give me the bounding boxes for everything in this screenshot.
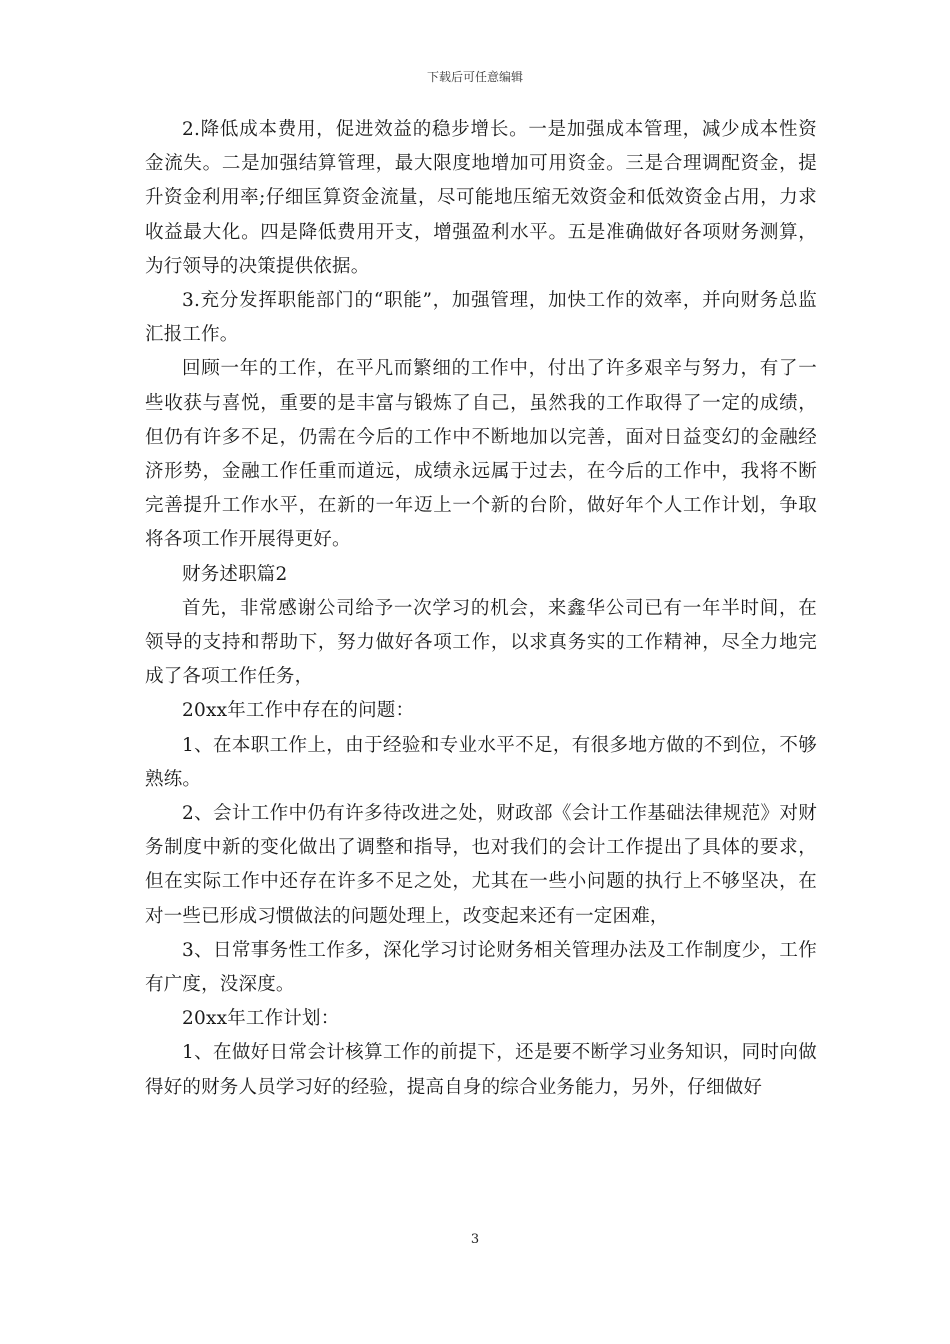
paragraph-cost-reduction: 2.降低成本费用，促进效益的稳步增长。一是加强成本管理，减少成本性资金流失。二是加强结算管理，最大限度地增加可用资金。三是合理调配资金，提升资金利用率;仔细匡算资金流量，尽可能地压缩无效资金和低效资金占用，力求收益最大化。四是降低费用开支，增强盈利水平。五是准确做好各项财务测算，为行领导的决策提供依据。 xyxy=(145,119,817,277)
paragraph-problem-1: 1、在本职工作上，由于经验和专业水平不足，有很多地方做的不到位，不够熟练。 xyxy=(145,734,817,790)
section-heading: 财务述职篇2 xyxy=(182,563,288,585)
paragraph-functional-departments: 3.充分发挥职能部门的“职能”，加强管理，加快工作的效率，并向财务总监汇报工作。 xyxy=(145,290,817,346)
page-number: 3 xyxy=(470,1232,480,1247)
paragraph-year-review: 回顾一年的工作，在平凡而繁细的工作中，付出了许多艰辛与努力，有了一些收获与喜悦，重要的是丰富与锻炼了自己，虽然我的工作取得了一定的成绩，但仍有许多不足，仍需在今后的工作中不断地加以完善，面对日益变幻的金融经济形势，金融工作任重而道远，成绩永远属于过去，在今后的工作中，我将不断完善提升工作水平，在新的一年迈上一个新的台阶，做好年个人工作计划，争取将各项工作开展得更好。 xyxy=(145,358,817,551)
subheading-problems: 20xx年工作中存在的问题： xyxy=(182,700,415,722)
paragraph-introduction: 首先，非常感谢公司给予一次学习的机会，来鑫华公司已有一年半时间，在领导的支持和帮助下，努力做好各项工作，以求真务实的工作精神，尽全力地完成了各项工作任务， xyxy=(145,597,817,688)
document-body xyxy=(145,113,817,1105)
subheading-work-plan: 20xx年工作计划： xyxy=(182,1008,340,1030)
paragraph-problem-2: 2、会计工作中仍有许多待改进之处，财政部《会计工作基础法律规范》对财务制度中新的变化做出了调整和指导，也对我们的会计工作提出了具体的要求，但在实际工作中还存在许多不足之处，尤其在一些小问题的执行上不够坚决，在对一些已形成习惯做法的问题处理上，改变起来还有一定困难， xyxy=(145,803,817,927)
paragraph-problem-3: 3、日常事务性工作多，深化学习讨论财务相关管理办法及工作制度少，工作有广度，没深度。 xyxy=(145,939,817,996)
paragraph-plan-1: 1、在做好日常会计核算工作的前提下，还是要不断学习业务知识，同时向做得好的财务人员学习好的经验，提高自身的综合业务能力，另外，仔细做好 xyxy=(145,1042,817,1098)
header-note: 下载后可任意编辑 xyxy=(426,70,523,84)
